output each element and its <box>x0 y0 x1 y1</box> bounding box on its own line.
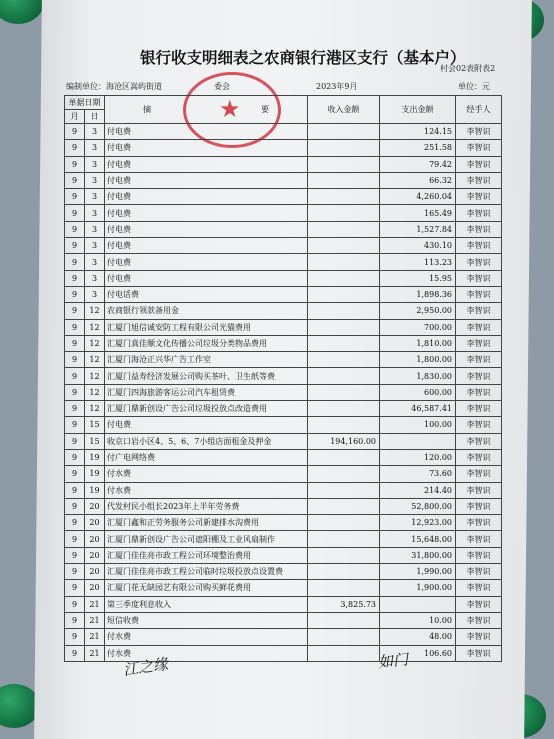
description-cell: 付电费 <box>105 172 308 188</box>
handler-cell: 李智识 <box>456 172 502 188</box>
month-cell: 9 <box>65 417 85 433</box>
income-cell <box>308 482 380 498</box>
description-cell: 汇厦门四海旅游客运公司汽车租赁费 <box>105 384 308 400</box>
description-cell: 汇厦门花无缺园艺有限公司购买鲜花费用 <box>105 580 308 596</box>
month-cell: 9 <box>65 286 85 302</box>
income-cell <box>308 205 380 221</box>
corner-magnet-top-left <box>0 0 44 24</box>
income-cell <box>308 335 380 351</box>
day-cell: 20 <box>85 564 105 580</box>
date-group-header: 单据日期 <box>65 96 105 110</box>
income-cell <box>308 124 380 140</box>
table-row <box>65 482 502 498</box>
month-cell: 9 <box>65 629 85 645</box>
income-cell <box>308 515 380 531</box>
month-cell: 9 <box>65 303 85 319</box>
income-cell <box>308 368 380 384</box>
table-row <box>65 515 502 531</box>
income-cell: 3,825.73 <box>308 596 380 612</box>
day-cell: 3 <box>85 238 105 254</box>
handler-cell: 李智识 <box>456 645 502 661</box>
income-header: 收入金额 <box>308 96 380 124</box>
seal-star-icon: ★ <box>219 95 241 123</box>
day-cell: 3 <box>85 221 105 237</box>
handler-cell: 李智识 <box>456 449 502 465</box>
month-cell: 9 <box>65 401 85 417</box>
handler-cell: 李智识 <box>456 564 502 580</box>
description-cell: 付水费 <box>105 629 308 645</box>
day-cell: 3 <box>85 270 105 286</box>
expense-cell: 124.15 <box>380 124 456 140</box>
table-row <box>65 531 502 547</box>
month-cell: 9 <box>65 547 85 563</box>
expense-cell: 79.42 <box>380 156 456 172</box>
income-cell <box>308 140 380 156</box>
currency-unit: 单位：元 <box>458 82 490 91</box>
table-row <box>65 384 502 400</box>
month-cell: 9 <box>65 189 85 205</box>
day-cell: 20 <box>85 531 105 547</box>
income-cell <box>308 466 380 482</box>
handler-cell: 李智识 <box>456 433 502 449</box>
income-cell <box>308 319 380 335</box>
description-cell: 汇厦门鼎新创设广告公司遮阳棚及工业风扇制作 <box>105 531 308 547</box>
income-cell <box>308 172 380 188</box>
day-cell: 19 <box>85 466 105 482</box>
income-cell <box>308 645 380 661</box>
month-cell: 9 <box>65 270 85 286</box>
table-row <box>65 417 502 433</box>
description-cell: 付电费 <box>105 156 308 172</box>
month-cell: 9 <box>65 466 85 482</box>
ledger-table <box>64 95 502 662</box>
description-cell: 付电费 <box>105 254 308 270</box>
table-row <box>65 254 502 270</box>
form-code: 村会02表附表2 <box>440 64 496 73</box>
table-row <box>65 547 502 563</box>
description-cell: 付电费 <box>105 124 308 140</box>
income-cell <box>308 270 380 286</box>
day-cell: 3 <box>85 124 105 140</box>
expense-cell <box>380 433 456 449</box>
description-cell: 付电费 <box>105 140 308 156</box>
description-cell: 汇厦门佳佳亮市政工程公司环境整治费用 <box>105 547 308 563</box>
month-cell: 9 <box>65 238 85 254</box>
handler-cell: 李智识 <box>456 286 502 302</box>
handler-cell: 李智识 <box>456 270 502 286</box>
month-cell: 9 <box>65 580 85 596</box>
month-cell: 9 <box>65 156 85 172</box>
table-row <box>65 629 502 645</box>
table-row <box>65 238 502 254</box>
income-cell <box>308 384 380 400</box>
income-cell <box>308 580 380 596</box>
day-cell: 12 <box>85 384 105 400</box>
expense-cell: 31,800.00 <box>380 547 456 563</box>
income-cell <box>308 531 380 547</box>
table-row <box>65 270 502 286</box>
description-cell: 汇厦门益寿经济发展公司购买茶叶、卫生纸等费 <box>105 368 308 384</box>
day-cell: 15 <box>85 417 105 433</box>
description-cell: 汇厦门真佳顺文化传播公司垃圾分类物品费用 <box>105 335 308 351</box>
day-cell: 20 <box>85 547 105 563</box>
table-row <box>65 156 502 172</box>
expense-cell: 113.23 <box>380 254 456 270</box>
description-cell: 汇厦门旭信诚安防工程有限公司光猫费用 <box>105 319 308 335</box>
day-cell: 12 <box>85 319 105 335</box>
table-row <box>65 368 502 384</box>
summary-header-b: 要 <box>261 105 269 114</box>
day-cell: 21 <box>85 629 105 645</box>
table-row <box>65 286 502 302</box>
day-cell: 3 <box>85 205 105 221</box>
day-header: 日 <box>85 110 105 124</box>
table-row <box>65 140 502 156</box>
month-cell: 9 <box>65 449 85 465</box>
table-row <box>65 433 502 449</box>
expense-cell: 48.00 <box>380 629 456 645</box>
handler-cell: 李智识 <box>456 515 502 531</box>
expense-cell: 66.32 <box>380 172 456 188</box>
handler-cell: 李智识 <box>456 580 502 596</box>
income-cell <box>308 303 380 319</box>
ledger-body <box>65 124 502 662</box>
month-cell: 9 <box>65 124 85 140</box>
month-cell: 9 <box>65 531 85 547</box>
table-row <box>65 612 502 628</box>
expense-cell: 15,648.00 <box>380 531 456 547</box>
day-cell: 12 <box>85 368 105 384</box>
table-row <box>65 449 502 465</box>
expense-cell: 1,898.36 <box>380 286 456 302</box>
expense-cell: 430.10 <box>380 238 456 254</box>
day-cell: 19 <box>85 449 105 465</box>
handler-cell: 李智识 <box>456 238 502 254</box>
day-cell: 20 <box>85 580 105 596</box>
income-cell <box>308 254 380 270</box>
month-cell: 9 <box>65 140 85 156</box>
expense-cell <box>380 596 456 612</box>
day-cell: 3 <box>85 140 105 156</box>
handler-cell: 李智识 <box>456 612 502 628</box>
report-period: 2023年9月 <box>316 82 358 91</box>
table-row <box>65 205 502 221</box>
income-cell <box>308 564 380 580</box>
description-cell: 汇厦门海沧正兴华广告工作室 <box>105 352 308 368</box>
month-cell: 9 <box>65 384 85 400</box>
expense-cell: 2,950.00 <box>380 303 456 319</box>
signature-left: 江之缘 <box>122 654 170 680</box>
month-cell: 9 <box>65 335 85 351</box>
month-cell: 9 <box>65 564 85 580</box>
day-cell: 20 <box>85 498 105 514</box>
handler-cell: 李智识 <box>456 384 502 400</box>
income-cell <box>308 286 380 302</box>
day-cell: 15 <box>85 433 105 449</box>
income-cell <box>308 417 380 433</box>
expense-cell: 214.40 <box>380 482 456 498</box>
income-cell <box>308 238 380 254</box>
day-cell: 3 <box>85 254 105 270</box>
expense-cell: 100.00 <box>380 417 456 433</box>
description-cell: 付电费 <box>105 189 308 205</box>
description-cell: 短信收费 <box>105 612 308 628</box>
income-cell <box>308 189 380 205</box>
month-cell: 9 <box>65 368 85 384</box>
description-cell: 汇厦门鼎新创设广告公司垃圾投放点改造费用 <box>105 401 308 417</box>
expense-cell: 10.00 <box>380 612 456 628</box>
expense-cell: 600.00 <box>380 384 456 400</box>
month-cell: 9 <box>65 498 85 514</box>
day-cell: 3 <box>85 172 105 188</box>
table-row <box>65 189 502 205</box>
day-cell: 12 <box>85 335 105 351</box>
description-cell: 付电费 <box>105 417 308 433</box>
handler-cell: 李智识 <box>456 124 502 140</box>
summary-header <box>105 96 308 124</box>
handler-cell: 李智识 <box>456 531 502 547</box>
day-cell: 12 <box>85 352 105 368</box>
table-row <box>65 319 502 335</box>
handler-cell: 李智识 <box>456 629 502 645</box>
description-cell: 农商银行领款备用金 <box>105 303 308 319</box>
unit-suffix: 委会 <box>214 82 230 91</box>
expense-header: 支出金额 <box>380 96 456 124</box>
description-cell: 付电费 <box>105 205 308 221</box>
expense-cell: 12,923.00 <box>380 515 456 531</box>
handler-cell: 李智识 <box>456 189 502 205</box>
table-row <box>65 596 502 612</box>
month-cell: 9 <box>65 205 85 221</box>
description-cell: 汇厦门佳佳亮市政工程公司临时垃圾投放点设置费 <box>105 564 308 580</box>
month-cell: 9 <box>65 254 85 270</box>
month-cell: 9 <box>65 612 85 628</box>
table-row <box>65 466 502 482</box>
description-cell: 付电费 <box>105 270 308 286</box>
handler-cell: 李智识 <box>456 140 502 156</box>
description-cell: 第三季度利息收入 <box>105 596 308 612</box>
page-title: 银行收支明细表之农商银行港区支行（基本户） <box>140 48 466 67</box>
day-cell: 21 <box>85 596 105 612</box>
description-cell: 付电话费 <box>105 286 308 302</box>
table-row <box>65 335 502 351</box>
month-cell: 9 <box>65 596 85 612</box>
income-cell <box>308 449 380 465</box>
expense-cell: 165.49 <box>380 205 456 221</box>
expense-cell: 1,830.00 <box>380 368 456 384</box>
table-row <box>65 303 502 319</box>
handler-cell: 李智识 <box>456 368 502 384</box>
handler-cell: 李智识 <box>456 401 502 417</box>
description-cell: 付电费 <box>105 238 308 254</box>
day-cell: 3 <box>85 189 105 205</box>
handler-cell: 李智识 <box>456 417 502 433</box>
day-cell: 3 <box>85 286 105 302</box>
handler-cell: 李智识 <box>456 303 502 319</box>
day-cell: 12 <box>85 401 105 417</box>
expense-cell: 120.00 <box>380 449 456 465</box>
description-cell: 付水费 <box>105 645 308 661</box>
expense-cell: 700.00 <box>380 319 456 335</box>
expense-cell: 1,810.00 <box>380 335 456 351</box>
month-cell: 9 <box>65 221 85 237</box>
handler-cell: 李智识 <box>456 498 502 514</box>
expense-cell: 1,527.84 <box>380 221 456 237</box>
income-cell <box>308 401 380 417</box>
table-row <box>65 580 502 596</box>
handler-cell: 李智识 <box>456 221 502 237</box>
description-cell: 汇厦门鑫和正劳务服务公司新建排水沟费用 <box>105 515 308 531</box>
header-row-1 <box>65 96 502 110</box>
month-cell: 9 <box>65 482 85 498</box>
description-cell: 付水费 <box>105 482 308 498</box>
table-row <box>65 564 502 580</box>
income-cell <box>308 547 380 563</box>
table-row <box>65 172 502 188</box>
handler-cell: 李智识 <box>456 335 502 351</box>
month-header: 月 <box>65 110 85 124</box>
expense-cell: 73.60 <box>380 466 456 482</box>
table-row <box>65 401 502 417</box>
description-cell: 付电费 <box>105 221 308 237</box>
handler-cell: 李智识 <box>456 547 502 563</box>
income-cell <box>308 612 380 628</box>
summary-header-a: 摘 <box>143 105 151 114</box>
handler-cell: 李智识 <box>456 156 502 172</box>
day-cell: 21 <box>85 645 105 661</box>
handler-cell: 李智识 <box>456 205 502 221</box>
month-cell: 9 <box>65 515 85 531</box>
table-row <box>65 498 502 514</box>
month-cell: 9 <box>65 352 85 368</box>
handler-cell: 李智识 <box>456 254 502 270</box>
expense-cell: 251.58 <box>380 140 456 156</box>
signature-right: 如门 <box>377 650 409 672</box>
handler-cell: 李智识 <box>456 466 502 482</box>
description-cell: 代发村民小组长2023年上半年劳务费 <box>105 498 308 514</box>
income-cell <box>308 629 380 645</box>
expense-cell: 4,260.04 <box>380 189 456 205</box>
expense-cell: 52,800.00 <box>380 498 456 514</box>
month-cell: 9 <box>65 645 85 661</box>
table-row <box>65 124 502 140</box>
month-cell: 9 <box>65 433 85 449</box>
handler-header: 经手人 <box>456 96 502 124</box>
description-cell: 付水费 <box>105 466 308 482</box>
unit-prefix: 编制单位： <box>66 82 106 91</box>
description-cell: 付广电网络费 <box>105 449 308 465</box>
day-cell: 20 <box>85 515 105 531</box>
day-cell: 21 <box>85 612 105 628</box>
table-row <box>65 352 502 368</box>
expense-cell: 106.60 <box>380 645 456 661</box>
expense-cell: 1,900.00 <box>380 580 456 596</box>
expense-cell: 1,800.00 <box>380 352 456 368</box>
handler-cell: 李智识 <box>456 352 502 368</box>
expense-cell: 46,587.41 <box>380 401 456 417</box>
handler-cell: 李智识 <box>456 319 502 335</box>
expense-cell: 15.95 <box>380 270 456 286</box>
description-cell: 收京口岩小区4、5、6、7小组店面租金及押金 <box>105 433 308 449</box>
month-cell: 9 <box>65 319 85 335</box>
day-cell: 3 <box>85 156 105 172</box>
income-cell <box>308 156 380 172</box>
income-cell: 194,160.00 <box>308 433 380 449</box>
day-cell: 19 <box>85 482 105 498</box>
handler-cell: 李智识 <box>456 596 502 612</box>
income-cell <box>308 498 380 514</box>
income-cell <box>308 352 380 368</box>
day-cell: 12 <box>85 303 105 319</box>
income-cell <box>308 221 380 237</box>
unit-name: 海沧区嵩屿街道 <box>106 82 162 91</box>
table-row <box>65 221 502 237</box>
expense-cell: 1,990.00 <box>380 564 456 580</box>
handler-cell: 李智识 <box>456 482 502 498</box>
month-cell: 9 <box>65 172 85 188</box>
